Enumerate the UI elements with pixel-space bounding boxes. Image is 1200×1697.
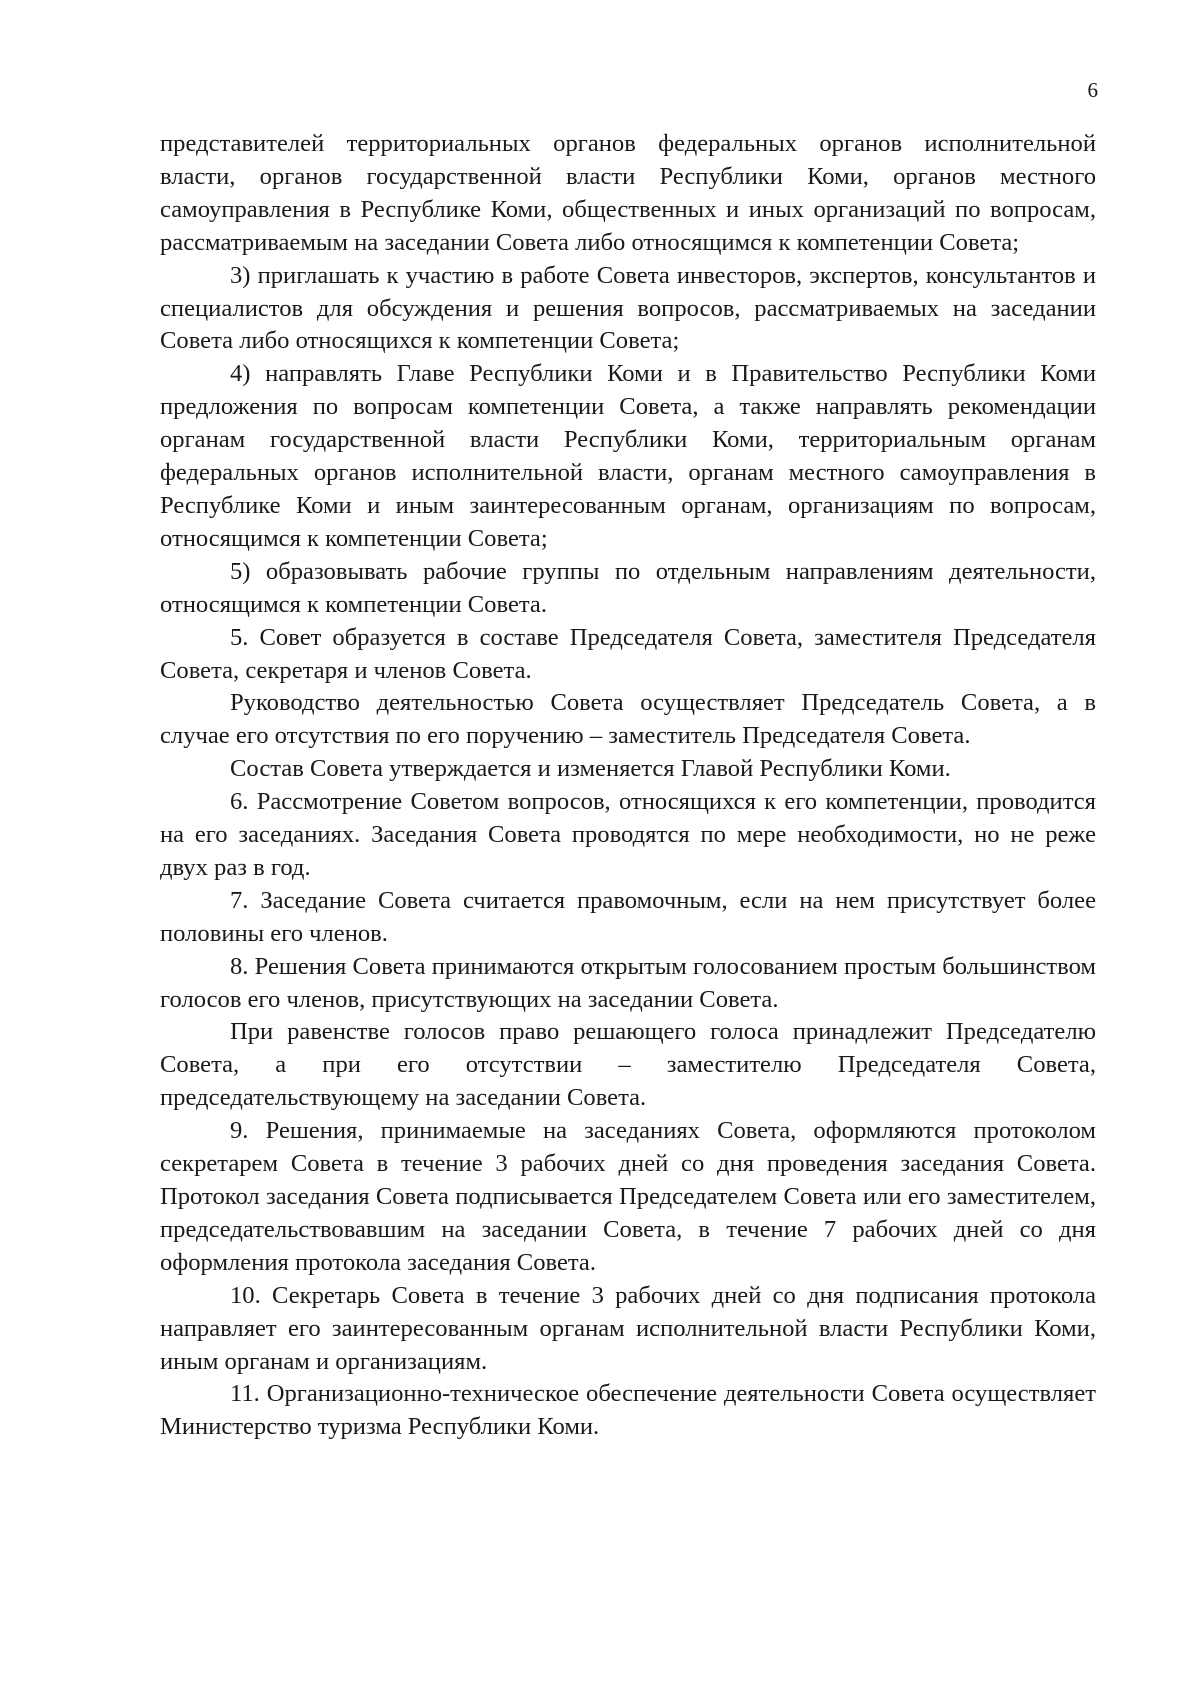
- paragraph-section-11: 11. Организационно-техническое обеспечение деятельности Совета осуществляет Министерство туризма Республики Коми.: [160, 1380, 1096, 1441]
- paragraph-item-4: 4) направлять Главе Республики Коми и в Правительство Республики Коми предложения по вопросам компетенции Совета, а также направлять рекомендации органам государственной власти Республики Коми, территориальным органам федеральных органов исполнительной власти, органам местного самоуправления в Республике Коми и иным заинтересованным органам, организациям по вопросам, относящимся к компетенции Совета;: [160, 360, 1096, 552]
- page-number: 6: [1087, 78, 1098, 102]
- paragraph-section-8: 8. Решения Совета принимаются открытым голосованием простым большинством голосов его членов, присутствующих на заседании Совета.: [160, 952, 1096, 1013]
- document-body: [160, 128, 1096, 1444]
- paragraph-continuation: представителей территориальных органов федеральных органов исполнительной власти, органов государственной власти Республики Коми, органов местного самоуправления в Республике Коми, общественных и иных организаций по вопросам, рассматриваемым на заседании Совета либо относящимся к компетенции Совета;: [160, 130, 1096, 256]
- paragraph-tie-vote: При равенстве голосов право решающего голоса принадлежит Председателю Совета, а при его отсутствии – заместителю Председателя Совета, председательствующему на заседании Совета.: [160, 1018, 1096, 1112]
- paragraph-item-3: 3) приглашать к участию в работе Совета инвесторов, экспертов, консультантов и специалистов для обсуждения и решения вопросов, рассматриваемых на заседании Совета либо относящихся к компетенции Совета;: [160, 261, 1096, 355]
- paragraph-composition: Состав Совета утверждается и изменяется Главой Республики Коми.: [230, 755, 951, 783]
- paragraph-section-9: 9. Решения, принимаемые на заседаниях Совета, оформляются протоколом секретарем Совета в течение 3 рабочих дней со дня проведения заседания Совета. Протокол заседания Совета подписывается Председателем Совета или его заместителем, председательствовавшим на заседании Совета, в течение 7 рабочих дней со дня оформления протокола заседания Совета.: [160, 1117, 1096, 1276]
- paragraph-section-7: 7. Заседание Совета считается правомочным, если на нем присутствует более половины его членов.: [160, 886, 1096, 947]
- paragraph-leadership: Руководство деятельностью Совета осуществляет Председатель Совета, а в случае его отсутствия по его поручению – заместитель Председателя Совета.: [160, 689, 1096, 750]
- paragraph-item-5-sub: 5) образовывать рабочие группы по отдельным направлениям деятельности, относящимся к компетенции Совета.: [160, 557, 1096, 618]
- paragraph-section-10: 10. Секретарь Совета в течение 3 рабочих дней со дня подписания протокола направляет его заинтересованным органам исполнительной власти Республики Коми, иным органам и организациям.: [160, 1281, 1096, 1375]
- paragraph-section-6: 6. Рассмотрение Советом вопросов, относящихся к его компетенции, проводится на его заседаниях. Заседания Совета проводятся по мере необходимости, но не реже двух раз в год.: [160, 788, 1096, 881]
- paragraph-section-5: 5. Совет образуется в составе Председателя Совета, заместителя Председателя Совета, секретаря и членов Совета.: [160, 623, 1096, 684]
